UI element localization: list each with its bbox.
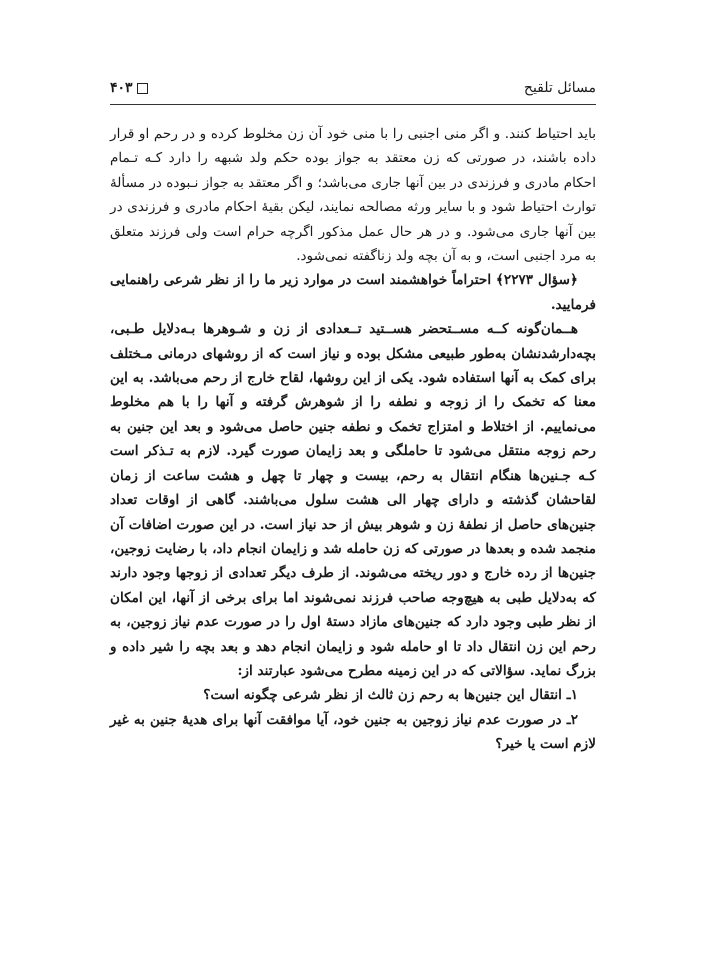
question-heading: ﴿سؤال ۲۲۷۳﴾ احتراماً خواهشمند است در موارد زیر ما را از نظر شرعی راهنمایی فرمایید. [110, 272, 596, 313]
page-header [110, 76, 596, 102]
question-body-paragraph: هــمان‌گونه کــه مســتحضر هســتید تــعدادی از زن و شـوهرها بـه‌دلایل طـبی، بچه‌دارشدنشان به‌طور طبیعی مشکل بوده و نیاز است که از روشهای درمانی مـختلف برای کمک به آنها استفاده شود. یکی از این روشها، لقاح خارج از رحم می‌باشد. به این معنا که تخمک را از زوجه و نطفه را از شوهرش گرفته و آنها را با هم مخلوط می‌نماییم. از اختلاط و امتزاج تخمک و نطفه جنین حاصل می‌شود و بعد این جنین به رحم زوجه منتقل می‌شود تا حاملگی و بعد زایمان صورت گیرد. لازم به تـذکر است کـه جـنین‌ها هنگام انتقال به رحم، بیست و چهار تا چهل و هشت ساعت از زمان لقاحشان گذشته و دارای چهار الی هشت سلول می‌باشند. گاهی از اوقات تعداد جنین‌های حاصل از نطفهٔ زن و شوهر بیش از حد نیاز است. در این صورت اضافات آن منجمد شده و بعدها در صورتی که زن حامله شد و زایمان انجام داد، با رضایت زوجین، جنین‌ها از رده خارج و دور ریخته می‌شوند. از طرف دیگر تعدادی از زوجها وجود دارند که به‌دلایل طبی به هیچ‌وجه صاحب فرزند نمی‌شوند اما برای برخی از آنها، این امکان از نظر طبی وجود دارد که جنین‌های مازاد دستهٔ اول را در صورت عدم نیاز زوجین، به رحم این زن انتقال داد تا او حامله شود و زایمان انجام دهد و بعد بچه را شیر داده و بزرگ نماید. سؤالاتی که در این زمینه مطرح می‌شود عبارتند از: [110, 321, 596, 679]
square-ornament-icon [137, 83, 148, 94]
page-body [110, 122, 596, 757]
header-rule [110, 104, 596, 105]
page-number [110, 80, 148, 96]
running-title: مسائل تلقیح [523, 80, 596, 96]
question-item-2: ۲ـ در صورت عدم نیاز زوجین به جنین خود، آیا موافقت آنها برای هدیهٔ جنین به غیر لازم است یا خیر؟ [110, 711, 596, 753]
answer-continuation-paragraph: باید احتیاط کنند. و اگر منی اجنبی را با منی خود آن زن مخلوط کرده و در رحم او قرار داده باشند، در صورتی که زن معتقد به جواز بوده حکم ولد شبهه را دارد کـه تـمام احکام مادری و فرزندی در بین آنها جاری می‌باشد؛ و اگر معتقد به جواز نـبوده در مسألهٔ توارث احتیاط شود و با سایر ورثه مصالحه نمایند، لیکن بقیهٔ احکام مادری و فرزندی در بین آنها جاری می‌شود. و در هر حال عمل مذکور اگرچه حرام است ولی فرزند متعلق به مرد اجنبی است، و به آن بچه ولد زناگفته نمی‌شود. [110, 126, 596, 265]
page-number-value: ۴۰۳ [110, 80, 133, 96]
question-item-1: ۱ـ انتقال این جنین‌ها به رحم زن ثالث از نظر شرعی چگونه است؟ [203, 687, 578, 704]
